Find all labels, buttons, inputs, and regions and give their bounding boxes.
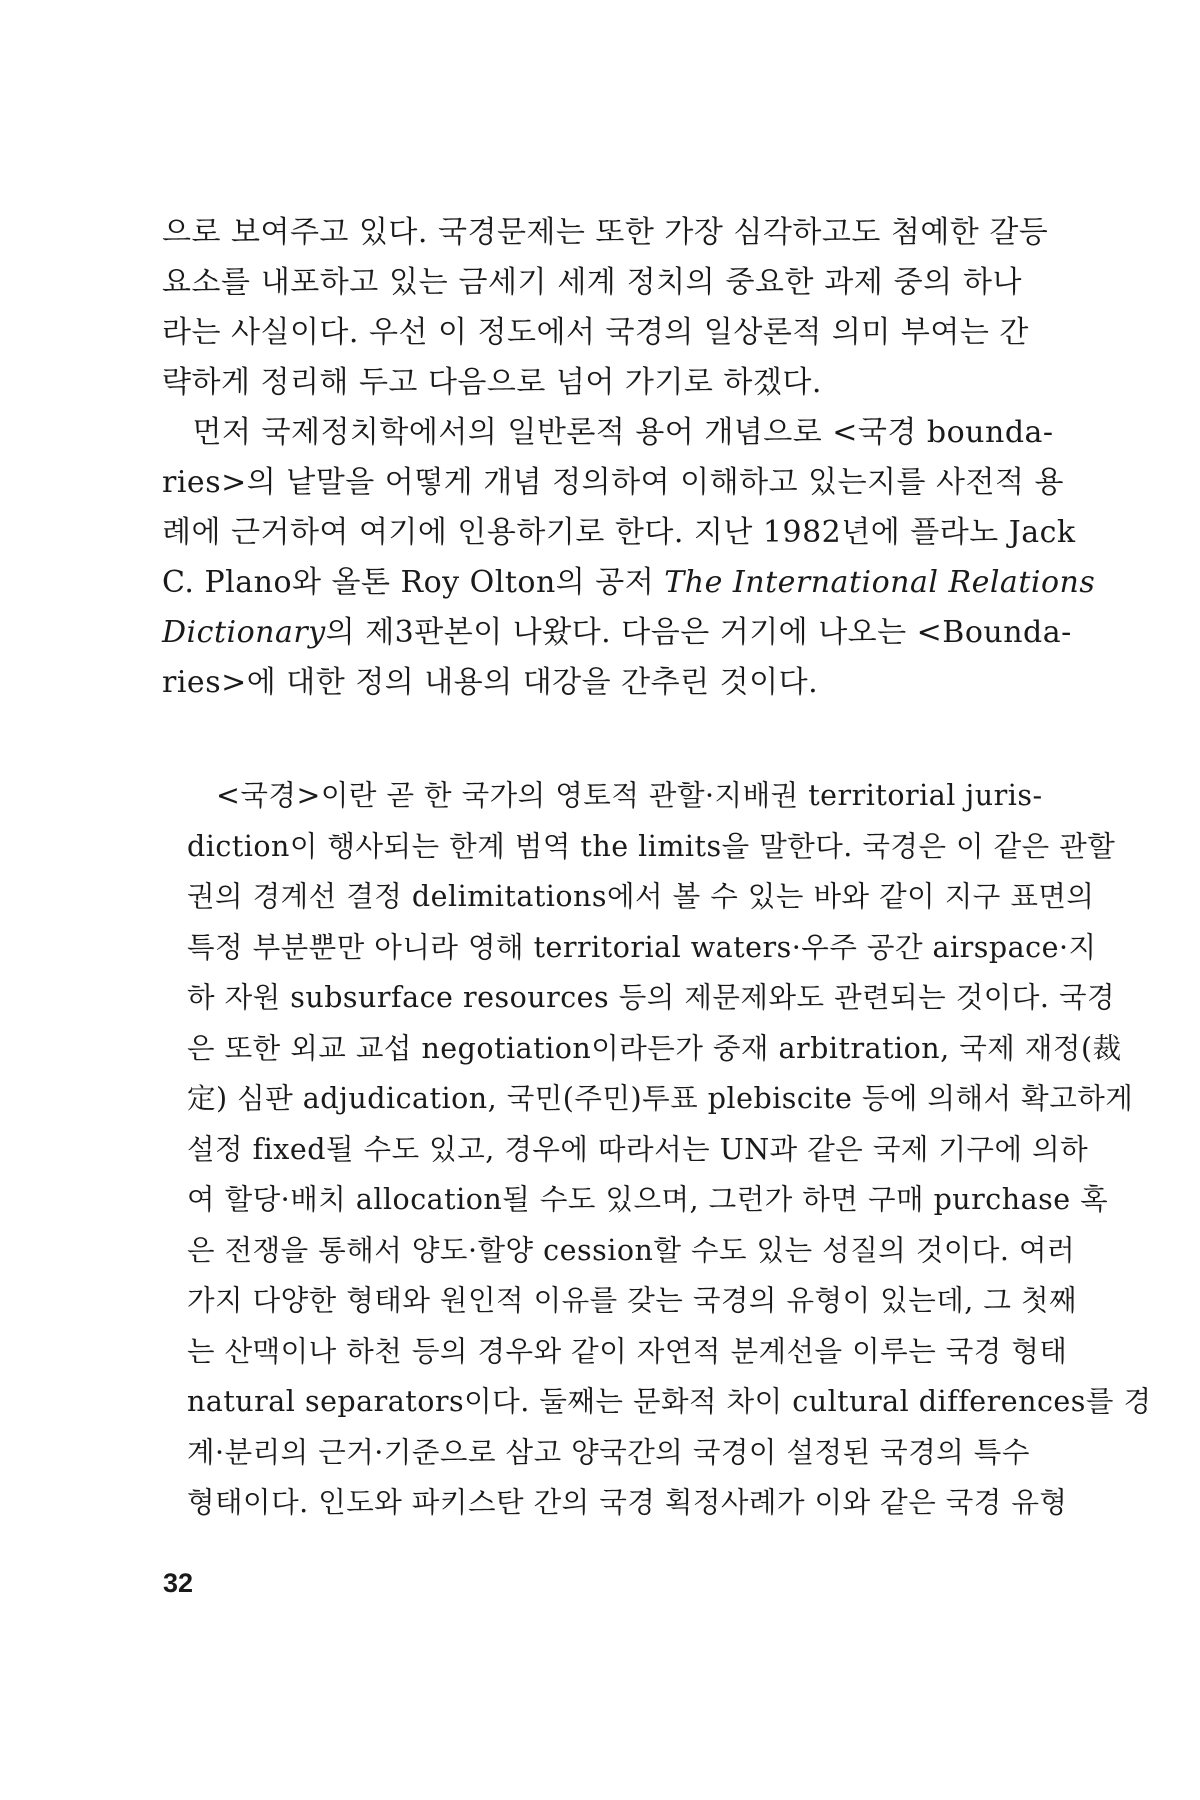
quote-line: 설정 fixed될 수도 있고, 경우에 따라서는 UN과 같은 국제 기구에 의하 bbox=[187, 1132, 1089, 1166]
quote-line: 하 자원 subsurface resources 등의 제문제와도 관련되는 것이다. 국경 bbox=[187, 981, 1116, 1014]
text-line: ries>에 대한 정의 내용의 대강을 간추린 것이다. bbox=[162, 665, 819, 700]
quote-line: 는 산맥이나 하천 등의 경우와 같이 자연적 분계선을 이루는 국경 형태 bbox=[187, 1334, 1068, 1368]
book-title-italic: Dictionary bbox=[162, 615, 326, 650]
text-line: 라는 사실이다. 우선 이 정도에서 국경의 일상론적 의미 부여는 간 bbox=[162, 315, 1029, 350]
text-line: Dictionary의 제3판본이 나왔다. 다음은 거기에 나오는 <Bounda- bbox=[162, 615, 1072, 650]
quote-line: 은 전쟁을 통해서 양도·할양 cession할 수도 있는 성질의 것이다. 여러 bbox=[187, 1233, 1076, 1267]
quote-line: natural separators이다. 둘째는 문화적 차이 cultural differences를 경 bbox=[187, 1385, 1152, 1418]
book-title-italic: The International Relations bbox=[664, 565, 1096, 600]
text-line: C. Plano와 올톤 Roy Olton의 공저 The International Relations bbox=[162, 565, 1096, 600]
quote-line: 특정 부분뿐만 아니라 영해 territorial waters·우주 공간 airspace·지 bbox=[187, 930, 1097, 964]
quote-line: 여 할당·배치 allocation될 수도 있으며, 그런가 하면 구매 purchase 혹 bbox=[187, 1183, 1109, 1216]
quote-line: 권의 경계선 결정 delimitations에서 볼 수 있는 바와 같이 지구 표면의 bbox=[187, 880, 1095, 913]
text-line: 략하게 정리해 두고 다음으로 넘어 가기로 하겠다. bbox=[162, 365, 822, 400]
quote-line: 계·분리의 근거·기준으로 삼고 양국간의 국경이 설정된 국경의 특수 bbox=[187, 1435, 1030, 1469]
block-quote bbox=[187, 771, 1152, 1529]
text-line: 먼저 국제정치학에서의 일반론적 용어 개념으로 <국경 bounda- bbox=[162, 415, 1054, 450]
quote-line: diction이 행사되는 한계 범역 the limits을 말한다. 국경은 이 같은 관할 bbox=[187, 829, 1116, 863]
quote-line: 은 또한 외교 교섭 negotiation이라든가 중재 arbitration, 국제 재정(裁 bbox=[187, 1031, 1122, 1065]
quote-line: <국경>이란 곧 한 국가의 영토적 관할·지배권 territorial juris- bbox=[187, 779, 1043, 812]
text-line: 으로 보여주고 있다. 국경문제는 또한 가장 심각하고도 첨예한 갈등 bbox=[162, 215, 1049, 250]
text-line: 례에 근거하여 여기에 인용하기로 한다. 지난 1982년에 플라노 Jack bbox=[162, 515, 1076, 550]
body-text bbox=[162, 208, 1096, 708]
quote-line: 定) 심판 adjudication, 국민(주민)투표 plebiscite 등에 의해서 확고하게 bbox=[187, 1082, 1134, 1115]
page-number: 32 bbox=[163, 1568, 194, 1598]
text-line: ries>의 낱말을 어떻게 개념 정의하여 이해하고 있는지를 사전적 용 bbox=[162, 465, 1065, 500]
quote-line: 가지 다양한 형태와 원인적 이유를 갖는 국경의 유형이 있는데, 그 첫째 bbox=[187, 1284, 1078, 1317]
quote-line: 형태이다. 인도와 파키스탄 간의 국경 획정사례가 이와 같은 국경 유형 bbox=[187, 1486, 1068, 1519]
text-line: 요소를 내포하고 있는 금세기 세계 정치의 중요한 과제 중의 하나 bbox=[162, 265, 1022, 300]
